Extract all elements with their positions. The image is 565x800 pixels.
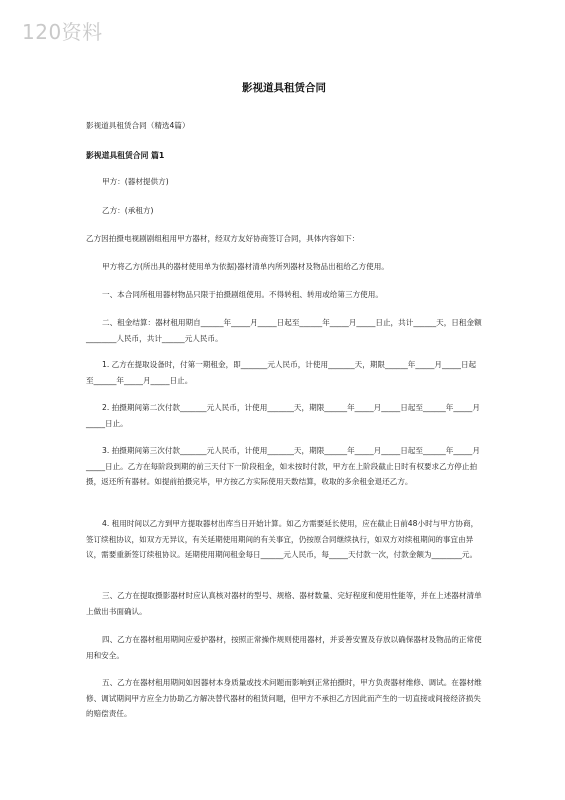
clause-2-rent: 二、租金结算：器材租用期自______年_____月_____日起至______年_____月_____日止，共计______天，日租金额________人民币，共计______元人民币。	[86, 318, 482, 343]
document-subtitle: 影视道具租赁合同（精选4篇）	[86, 121, 190, 130]
clause-4: 四、乙方在器材租用期间应爱护器材，按照正常操作规则使用器材，并妥善安置及存放以确保器材及物品的正常使用和安全。	[86, 635, 482, 660]
payment-item-2: 2. 拍摄期间第二次付款_______元人民币，计使用_______天，期限______年_____月_____日起至______年_____月_____日止。	[86, 403, 480, 428]
clause-5: 五、乙方在器材租用期间如因器材本身质量或技术问题而影响到正常拍摄时，甲方负责器材维修、调试。在器材维修、调试期间甲方应全力协助乙方解决替代器材的租赁问题，但甲方不承担乙方因此而产生的一切直接或间接经济损失的赔偿责任。	[86, 678, 482, 718]
clause-3: 三、乙方在提取摄影器材时应认真核对器材的型号、规格、器材数量、完好程度和使用性能等，并在上述器材清单上做出书面确认。	[86, 591, 482, 616]
clause-1: 一、本合同所租用器材物品只限于拍摄剧组使用。不得转租、转用或给第三方使用。	[102, 290, 383, 299]
payment-item-3: 3. 拍摄期间第三次付款_______元人民币，计使用_______天，期限______年_____月_____日起至______年_____月_____日止。乙方在每阶段到期的前三天付下一阶段租金，如未按时付款，甲方在上阶段截止日时有权要求乙方停止拍摄，返还所有器材。如提前拍摄完毕，甲方按乙方实际使用天数结算，收取的多余租金退还乙方。	[86, 446, 480, 486]
paragraph-lease-scope: 甲方将乙方(所出具的器材使用单为依据)器材清单内所列器材及物品出租给乙方使用。	[102, 262, 389, 271]
payment-item-4: 4. 租用时间以乙方到甲方提取器材出库当日开始计算。如乙方需要延长使用，应在截止日前48小时与甲方协商，签订续租协议，如双方无异议，有关延期使用期间的有关事宜，仍按原合同继续执行，如双方对续租期间的事宜由异议，需要重新签订续租协议。延期使用期间租金每日______元人民币，每_____天付款一次，付款金额为________元。	[86, 519, 479, 559]
party-b-line: 乙方：(承租方)	[102, 206, 154, 215]
paragraph-intro: 乙方因拍摄电视剧剧组租用甲方器材，经双方友好协商签订合同，具体内容如下：	[86, 234, 360, 243]
party-a-line: 甲方：(器材提供方)	[102, 177, 169, 186]
watermark-logo: 120资料	[22, 20, 103, 44]
payment-item-1: 1. 乙方在提取设备时，付第一期租金，即_______元人民币，计使用_______天，期限______年_____月_____日起至______年_____月_____日止。	[86, 360, 477, 385]
section-heading: 影视道具租赁合同 篇1	[86, 151, 165, 160]
document-title: 影视道具租赁合同	[242, 82, 326, 94]
